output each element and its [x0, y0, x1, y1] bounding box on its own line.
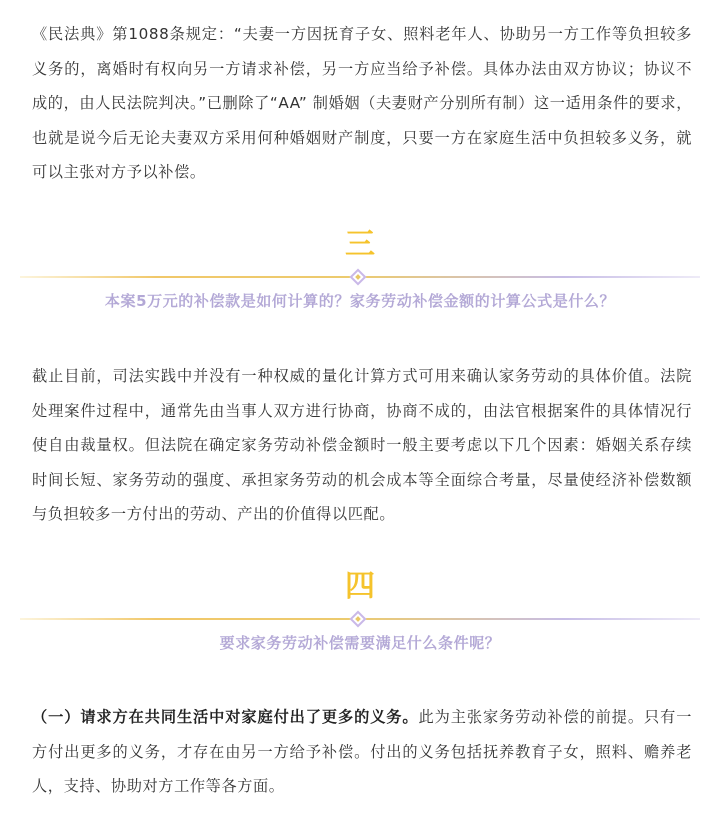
section-title: 本案5万元的补偿款是如何计算的？家务劳动补偿金额的计算公式是什么？	[104, 292, 616, 310]
section-three-paragraph: 截止目前，司法实践中并没有一种权威的量化计算方式可用来确认家务劳动的具体价值。法院处理案件过程中，通常先由当事人双方进行协商，协商不成的，由法官根据案件的具体情况行使自由裁量权。但法院在确定家务劳动补偿金额时一般主要考虑以下几个因素：婚姻关系存续时间长短、家务劳动的强度、承担家务劳动的机会成本等全面综合考量，尽量使经济补偿数额与负担较多一方付出的劳动、产出的价值得以匹配。	[32, 367, 692, 523]
section-title: 要求家务劳动补偿需要满足什么条件呢？	[219, 634, 501, 652]
condition-text: 此为主张家务劳动补偿的前提。只有一方付出更多的义务，才存在由另一方给予补偿。付出的义务包括抚养教育子女，照料、赡养老人，支持、协助对方工作等各方面。	[32, 708, 693, 795]
section-numeral: 四	[345, 569, 375, 604]
divider-diamond-icon	[350, 611, 367, 628]
divider-diamond-icon	[350, 269, 367, 286]
condition-heading: （一）请求方在共同生活中对家庭付出了更多的义务。	[32, 708, 419, 726]
section-numeral: 三	[345, 227, 375, 262]
intro-paragraph: 《民法典》第1088条规定：“夫妻一方因抚育子女、照料老年人、协助另一方工作等负担较多义务的，离婚时有权向另一方请求补偿，另一方应当给予补偿。具体办法由双方协议；协议不成的，由人民法院判决。”已删除了“AA” 制婚姻（夫妻财产分别所有制）这一适用条件的要求，也就是说今后无论夫妻双方采用何种婚姻财产制度，只要一方在家庭生活中负担较多义务，就可以主张对方予以补偿。	[32, 25, 692, 181]
section-four-paragraph	[32, 700, 692, 804]
